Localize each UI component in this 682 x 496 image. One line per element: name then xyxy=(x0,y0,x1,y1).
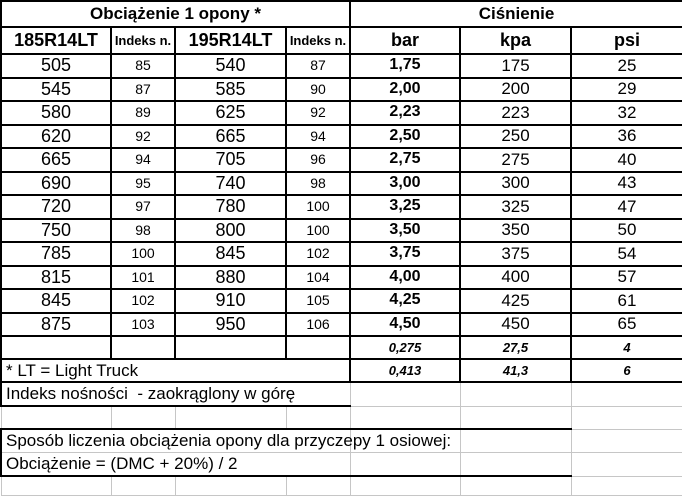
load-195-cell: 585 xyxy=(175,78,286,102)
index-185-cell: 98 xyxy=(111,219,175,243)
psi-cell: 65 xyxy=(571,313,682,337)
pressure-title: Ciśnienie xyxy=(350,1,682,27)
table-row xyxy=(1,125,682,149)
index-195-cell: 106 xyxy=(286,313,350,337)
bar-cell: 3,75 xyxy=(350,242,460,266)
col-header-185: 185R14LT xyxy=(1,27,111,54)
load-195-cell: 880 xyxy=(175,266,286,290)
bar-cell: 2,50 xyxy=(350,125,460,149)
empty-cell xyxy=(1,406,111,429)
psi-cell: 50 xyxy=(571,219,682,243)
kpa-cell: 275 xyxy=(460,148,571,172)
index-195-cell: 100 xyxy=(286,219,350,243)
empty-cell xyxy=(571,476,682,495)
conversion-kpa: 27,5 xyxy=(460,336,571,359)
bar-cell: 2,75 xyxy=(350,148,460,172)
table-row xyxy=(1,289,682,313)
psi-cell: 36 xyxy=(571,125,682,149)
calc-title: Sposób liczenia obciążenia opony dla przyczepy 1 osiowej: xyxy=(1,429,350,452)
table-row xyxy=(1,54,682,78)
psi-cell: 25 xyxy=(571,54,682,78)
index-note-row xyxy=(1,382,682,406)
bar-cell: 1,75 xyxy=(350,54,460,78)
index-185-cell: 92 xyxy=(111,125,175,149)
empty-cell xyxy=(460,452,571,476)
col-header-index2: Indeks n. xyxy=(286,27,350,54)
bar-cell: 4,50 xyxy=(350,313,460,337)
col-header-psi: psi xyxy=(571,27,682,54)
conversion-kpa: 41,3 xyxy=(460,359,571,382)
conversion-row xyxy=(1,359,682,382)
kpa-cell: 250 xyxy=(460,125,571,149)
psi-cell: 43 xyxy=(571,172,682,196)
index-195-cell: 100 xyxy=(286,195,350,219)
empty-cell xyxy=(460,406,571,429)
load-185-cell: 720 xyxy=(1,195,111,219)
title-row xyxy=(1,1,682,27)
empty-cell xyxy=(460,429,571,452)
load-195-cell: 665 xyxy=(175,125,286,149)
calc-formula-row xyxy=(1,452,682,476)
load-195-cell: 780 xyxy=(175,195,286,219)
psi-cell: 54 xyxy=(571,242,682,266)
empty-cell xyxy=(111,406,175,429)
empty-cell xyxy=(286,336,350,359)
psi-cell: 32 xyxy=(571,101,682,125)
load-195-cell: 950 xyxy=(175,313,286,337)
table-row xyxy=(1,219,682,243)
table-row xyxy=(1,172,682,196)
load-185-cell: 665 xyxy=(1,148,111,172)
bar-cell: 3,25 xyxy=(350,195,460,219)
empty-cell xyxy=(571,406,682,429)
load-195-cell: 845 xyxy=(175,242,286,266)
load-195-cell: 740 xyxy=(175,172,286,196)
index-195-cell: 102 xyxy=(286,242,350,266)
kpa-cell: 375 xyxy=(460,242,571,266)
index-185-cell: 87 xyxy=(111,78,175,102)
empty-cell xyxy=(460,382,571,406)
conversion-row xyxy=(1,336,682,359)
empty-cell xyxy=(175,476,286,495)
empty-cell xyxy=(571,429,682,452)
psi-cell: 57 xyxy=(571,266,682,290)
conversion-psi: 6 xyxy=(571,359,682,382)
load-185-cell: 785 xyxy=(1,242,111,266)
empty-cell xyxy=(1,476,111,495)
index-185-cell: 100 xyxy=(111,242,175,266)
load-195-cell: 540 xyxy=(175,54,286,78)
bar-cell: 3,50 xyxy=(350,219,460,243)
load-195-cell: 800 xyxy=(175,219,286,243)
empty-cell xyxy=(286,406,350,429)
empty-row xyxy=(1,476,682,495)
load-185-cell: 750 xyxy=(1,219,111,243)
psi-cell: 61 xyxy=(571,289,682,313)
empty-cell xyxy=(350,452,460,476)
kpa-cell: 200 xyxy=(460,78,571,102)
conversion-psi: 4 xyxy=(571,336,682,359)
table-row xyxy=(1,101,682,125)
bar-cell: 2,00 xyxy=(350,78,460,102)
kpa-cell: 223 xyxy=(460,101,571,125)
kpa-cell: 400 xyxy=(460,266,571,290)
load-185-cell: 545 xyxy=(1,78,111,102)
index-185-cell: 85 xyxy=(111,54,175,78)
empty-cell xyxy=(286,476,350,495)
psi-cell: 29 xyxy=(571,78,682,102)
empty-cell xyxy=(350,406,460,429)
empty-cell xyxy=(460,476,571,495)
load-185-cell: 620 xyxy=(1,125,111,149)
empty-cell xyxy=(111,336,175,359)
load-title: Obciążenie 1 opony * xyxy=(1,1,350,27)
load-185-cell: 815 xyxy=(1,266,111,290)
calc-formula: Obciążenie = (DMC + 20%) / 2 xyxy=(1,452,350,476)
kpa-cell: 425 xyxy=(460,289,571,313)
index-185-cell: 95 xyxy=(111,172,175,196)
kpa-cell: 175 xyxy=(460,54,571,78)
col-header-index1: Indeks n. xyxy=(111,27,175,54)
load-185-cell: 875 xyxy=(1,313,111,337)
index-195-cell: 105 xyxy=(286,289,350,313)
table-row xyxy=(1,195,682,219)
index-note: Indeks nośności - zaokrąglony w górę xyxy=(1,382,350,406)
kpa-cell: 300 xyxy=(460,172,571,196)
kpa-cell: 350 xyxy=(460,219,571,243)
index-195-cell: 92 xyxy=(286,101,350,125)
index-185-cell: 103 xyxy=(111,313,175,337)
index-185-cell: 89 xyxy=(111,101,175,125)
empty-cell xyxy=(1,336,111,359)
table-row xyxy=(1,78,682,102)
index-185-cell: 101 xyxy=(111,266,175,290)
col-header-195: 195R14LT xyxy=(175,27,286,54)
index-195-cell: 104 xyxy=(286,266,350,290)
psi-cell: 40 xyxy=(571,148,682,172)
table-row xyxy=(1,266,682,290)
load-185-cell: 580 xyxy=(1,101,111,125)
load-185-cell: 845 xyxy=(1,289,111,313)
load-195-cell: 625 xyxy=(175,101,286,125)
empty-cell xyxy=(111,476,175,495)
bar-cell: 3,00 xyxy=(350,172,460,196)
index-185-cell: 94 xyxy=(111,148,175,172)
col-header-kpa: kpa xyxy=(460,27,571,54)
index-195-cell: 94 xyxy=(286,125,350,149)
empty-cell xyxy=(175,336,286,359)
kpa-cell: 450 xyxy=(460,313,571,337)
psi-cell: 47 xyxy=(571,195,682,219)
calc-title-row xyxy=(1,429,682,452)
load-185-cell: 505 xyxy=(1,54,111,78)
empty-row xyxy=(1,406,682,429)
lt-note: * LT = Light Truck xyxy=(1,359,350,382)
table-row xyxy=(1,313,682,337)
index-195-cell: 96 xyxy=(286,148,350,172)
empty-cell xyxy=(175,406,286,429)
empty-cell xyxy=(350,476,460,495)
empty-cell xyxy=(350,382,460,406)
load-195-cell: 910 xyxy=(175,289,286,313)
index-185-cell: 97 xyxy=(111,195,175,219)
col-header-bar: bar xyxy=(350,27,460,54)
empty-cell xyxy=(571,382,682,406)
column-header-row xyxy=(1,27,682,54)
bar-cell: 2,23 xyxy=(350,101,460,125)
load-185-cell: 690 xyxy=(1,172,111,196)
bar-cell: 4,25 xyxy=(350,289,460,313)
table-row xyxy=(1,148,682,172)
table-row xyxy=(1,242,682,266)
index-195-cell: 87 xyxy=(286,54,350,78)
conversion-bar: 0,413 xyxy=(350,359,460,382)
empty-cell xyxy=(571,452,682,476)
conversion-bar: 0,275 xyxy=(350,336,460,359)
bar-cell: 4,00 xyxy=(350,266,460,290)
index-185-cell: 102 xyxy=(111,289,175,313)
kpa-cell: 325 xyxy=(460,195,571,219)
index-195-cell: 90 xyxy=(286,78,350,102)
load-195-cell: 705 xyxy=(175,148,286,172)
index-195-cell: 98 xyxy=(286,172,350,196)
